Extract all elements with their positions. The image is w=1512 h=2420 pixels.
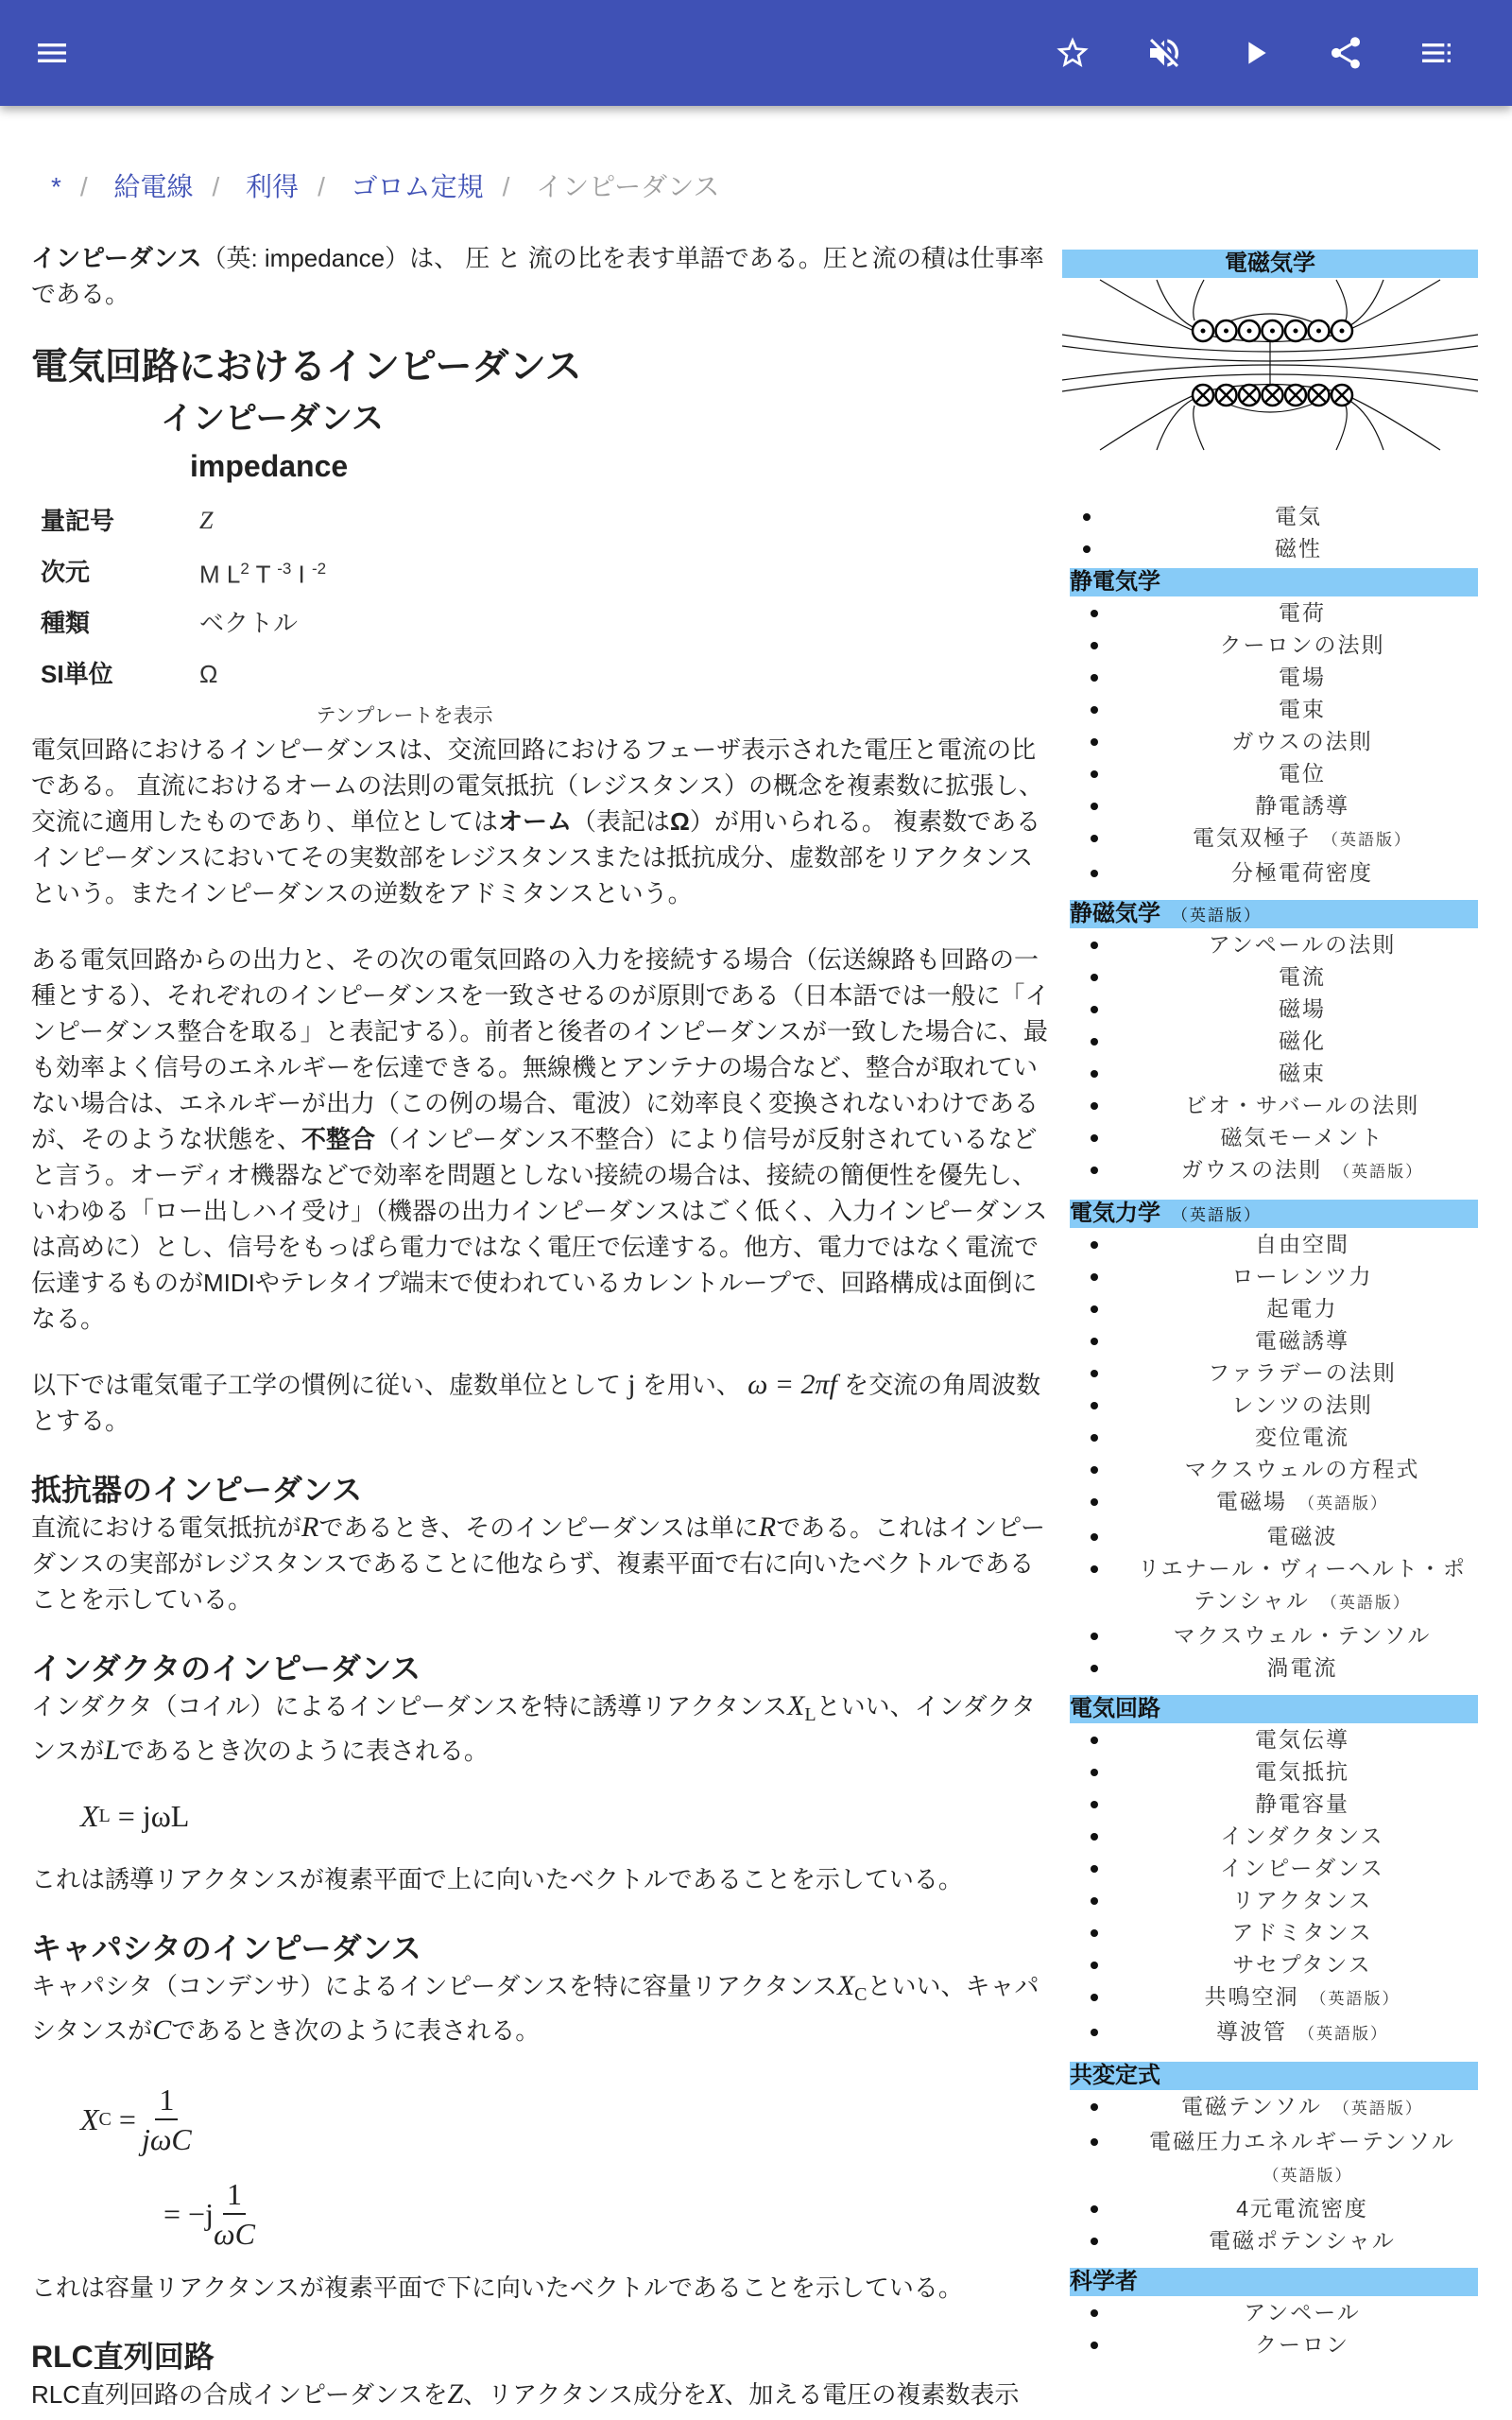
table-row (31, 546, 326, 597)
math: X (787, 1690, 805, 1721)
navbox-item[interactable] (1070, 1755, 1478, 1788)
row-label: SI単位 (41, 660, 113, 688)
math: Z (447, 2378, 464, 2411)
dim-exp: -3 (277, 560, 292, 579)
paragraph (31, 2377, 1057, 2412)
math: C (854, 1984, 868, 2006)
math: X (836, 1970, 855, 2002)
navbox-item[interactable] (1070, 1453, 1478, 1485)
dim-part: T (249, 560, 278, 589)
numerator: 1 (155, 2081, 178, 2120)
breadcrumb-home[interactable]: * (51, 172, 61, 201)
navbox-link[interactable]: 磁化 (1279, 1028, 1326, 1053)
navbox-link[interactable]: 電場 (1279, 665, 1326, 689)
navbox-list (1070, 2296, 1478, 2360)
navbox-item[interactable] (1070, 1980, 1478, 2015)
dim-exp: 2 (240, 560, 249, 579)
dot-mark (1270, 329, 1275, 334)
navbox-item[interactable] (1070, 596, 1478, 629)
navbox-link[interactable]: アンペールの法則 (1208, 932, 1397, 957)
navbox-link[interactable]: マクスウェルの方程式 (1184, 1457, 1420, 1481)
english-version-link[interactable]: （英語版） (1322, 831, 1412, 849)
math: R (301, 1512, 319, 1543)
navbox-link[interactable]: 電磁圧力エネルギーテンソル (1149, 2129, 1455, 2153)
row-label: 次元 (41, 558, 91, 586)
navbox-item[interactable] (1070, 725, 1478, 757)
text: といい、インダクタンスが (31, 1692, 1037, 1766)
formula (80, 2081, 1057, 2158)
dot-mark (1340, 329, 1345, 334)
show-template-link[interactable]: テンプレートを表示 (316, 705, 493, 727)
navbox-item[interactable] (1070, 661, 1478, 693)
navbox-link[interactable]: アンペール (1244, 2300, 1361, 2325)
math: j (627, 1369, 636, 1400)
text: であるとき、そのインピーダンスは単に (318, 1513, 759, 1542)
solenoid-field-diagram (1062, 278, 1478, 453)
text: RLC直列回路の合成インピーダンスを (31, 2380, 448, 2410)
navbox-item[interactable] (1070, 2296, 1478, 2328)
navbox-link[interactable]: ビオ・サバールの法則 (1184, 1093, 1420, 1117)
numerator: 1 (223, 2175, 246, 2215)
breadcrumb-separator: / (318, 172, 325, 201)
text: ある電気回路からの出力と、その次の電気回路の入力を接続する場合（伝送線路も回路の一種とする）、それぞれのインピーダンスを一致させるのが原則である（日本語では一般に「インピーダンス整合を取る」と表記する）。前者と後者のインピーダンスが一致した場合に、最も効率よく信号のエネルギーを伝達できる。無線機とアンテナの場合など、整合が取れていない場合は、エネルギーが出力（この例の場合、電波）に効率良く変換されないわけであるが、そのような状態を、 (31, 945, 1050, 1153)
navbox-item[interactable] (1070, 960, 1478, 993)
navbox-link[interactable]: 導波管 (1216, 2019, 1287, 2044)
term-bold: インピーダンス (31, 244, 202, 272)
paragraph (31, 1968, 1057, 2048)
section-title: 静磁気学 (1070, 901, 1160, 926)
math: ω = 2πf (747, 1369, 837, 1400)
navbox-title: 電磁気学 (1062, 250, 1478, 278)
breadcrumb-separator: / (502, 172, 510, 201)
navbox-link[interactable]: ガウスの法則 (1180, 1157, 1323, 1182)
navbox-link[interactable]: 電気伝導 (1255, 1727, 1349, 1752)
navbox-item[interactable] (1062, 532, 1478, 564)
navbox-link[interactable]: 電磁波 (1266, 1524, 1338, 1548)
navbox-link[interactable]: 電流 (1279, 964, 1326, 989)
dot-mark (1294, 329, 1298, 334)
section-title: 科学者 (1070, 2269, 1138, 2294)
text: キャパシタ（コンデンサ）によるインピーダンスを特に容量リアクタンス (31, 1972, 837, 2001)
play-icon[interactable] (1232, 30, 1278, 76)
navbox-item[interactable] (1070, 1619, 1478, 1651)
navbox-link[interactable]: マクスウェル・テンソル (1173, 1623, 1432, 1648)
subsection-heading: RLC直列回路 (31, 2340, 215, 2375)
navbox-section-title (1070, 1200, 1478, 1228)
navbox-item[interactable] (1070, 629, 1478, 661)
navbox-item[interactable] (1070, 928, 1478, 960)
navbox-item[interactable] (1070, 1485, 1478, 1520)
navbox-link[interactable]: サセプタンス (1232, 1952, 1372, 1977)
navbox-item[interactable] (1070, 1089, 1478, 1121)
breadcrumb-link[interactable]: ゴロム定規 (351, 172, 484, 201)
navbox-item[interactable] (1070, 1292, 1478, 1324)
text: であるとき次のように表される。 (119, 1737, 489, 1766)
navbox-link[interactable]: 電位 (1279, 761, 1326, 786)
menu-icon[interactable] (29, 30, 75, 76)
math: = (118, 2102, 136, 2137)
navbox-electromagnetism (1062, 250, 1478, 2360)
navbox-link[interactable]: リエナール・ヴィーヘルト・ポテンシャル (1138, 1556, 1467, 1613)
english-version-link[interactable]: （英語版） (1172, 1206, 1262, 1224)
navbox-link[interactable]: 電磁テンソル (1181, 2094, 1322, 2118)
navbox-item[interactable] (1070, 1651, 1478, 1684)
navbox-item[interactable] (1070, 993, 1478, 1025)
navbox-link[interactable]: クーロン (1255, 2332, 1349, 2357)
navbox-link[interactable]: リアクタンス (1231, 1888, 1373, 1912)
section-title: 静電気学 (1070, 569, 1160, 595)
fraction (142, 2081, 192, 2158)
paragraph: これは容量リアクタンスが複素平面で下に向いたベクトルであることを示している。 (31, 2273, 963, 2303)
english-version-link[interactable]: （英語版） (1172, 907, 1262, 925)
row-label: 量記号 (41, 507, 115, 535)
navbox-section (1066, 568, 1478, 889)
text: 以下では電気電子工学の慣例に従い、虚数単位として (31, 1371, 622, 1399)
navbox-item[interactable] (1070, 1357, 1478, 1389)
infobox-subtitle: impedance (190, 449, 349, 483)
math: L (804, 1704, 816, 1726)
navbox-link[interactable]: インピーダンス (1220, 1856, 1384, 1880)
subsection-heading: 抵抗器のインピーダンス (31, 1473, 363, 1507)
navbox-section-title (1070, 568, 1478, 596)
section-title: 共変定式 (1070, 2063, 1160, 2088)
navbox-item[interactable] (1062, 500, 1478, 532)
breadcrumb-separator: / (79, 172, 88, 201)
math: R (758, 1512, 777, 1543)
table-row (31, 597, 326, 648)
section-title: 電気回路 (1070, 1696, 1160, 1721)
intro-paragraph (31, 240, 1057, 312)
navbox-item[interactable] (1070, 2192, 1478, 2224)
app-bar (0, 0, 1512, 106)
navbox-section (1066, 2062, 1478, 2256)
breadcrumb-current: インピーダンス (536, 172, 720, 201)
navbox-list (1070, 1228, 1478, 1684)
list-icon[interactable] (1414, 30, 1459, 76)
navbox-item[interactable] (1070, 1884, 1478, 1916)
navbox-section (1066, 900, 1478, 1188)
paragraph: これは誘導リアクタンスが複素平面で上に向いたベクトルであることを示している。 (31, 1865, 963, 1894)
paragraph (31, 1688, 1057, 1769)
formula (80, 1797, 1057, 1835)
paragraph (31, 1510, 1057, 1617)
navbox-item[interactable] (1070, 1025, 1478, 1057)
navbox-link[interactable]: 静電容量 (1255, 1791, 1349, 1816)
navbox-item[interactable] (1070, 1228, 1478, 1260)
english-version-link[interactable]: （英語版） (1333, 1163, 1424, 1181)
dot-mark (1201, 329, 1206, 334)
dot-mark (1316, 329, 1321, 334)
english-version-link[interactable]: （英語版） (1310, 1990, 1400, 2008)
bold-text: オーム (498, 807, 573, 836)
dim-part: M L (199, 560, 241, 589)
navbox-item[interactable] (1070, 1852, 1478, 1884)
navbox-item[interactable] (1070, 789, 1478, 821)
navbox-section-title (1070, 1695, 1478, 1723)
navbox-item[interactable] (1070, 1389, 1478, 1421)
formula (163, 2175, 1057, 2253)
navbox-item[interactable] (1070, 1552, 1478, 1619)
math: C (98, 2109, 112, 2131)
text: 電気回路におけるインピーダンスは、交流回路におけるフェーザ表示された電圧と電流の比である。 直流におけるオームの法則の電気抵抗（レジスタンス）の概念を複素数に拡張し、交流に適用したものであり、単位としては (31, 735, 1044, 836)
dim-part: I (291, 560, 312, 589)
navbox-item[interactable] (1070, 1153, 1478, 1188)
english-version-link[interactable]: （英語版） (1332, 2100, 1423, 2118)
navbox-link[interactable]: ローレンツ力 (1231, 1264, 1373, 1288)
navbox-link[interactable]: 自由空間 (1255, 1232, 1349, 1256)
subsection-heading: インダクタのインピーダンス (31, 1651, 421, 1685)
navbox-link[interactable]: ファラデーの法則 (1208, 1360, 1397, 1385)
text: 、加える電圧の複素数表示 (724, 2380, 1020, 2410)
navbox-item[interactable] (1070, 1121, 1478, 1153)
navbox-link[interactable]: 磁場 (1279, 996, 1326, 1021)
navbox-link[interactable]: 電磁誘導 (1255, 1328, 1349, 1353)
english-version-link[interactable]: （英語版） (1298, 2025, 1388, 2043)
text: ）が用いられる。 複素数であるインピーダンスにおいてその実数部をレジスタンスまたは抵抗成分、虚数部をリアクタンスという。またインピーダンスの逆数をアドミタンスという。 (31, 807, 1041, 908)
navbox-item[interactable] (1070, 1324, 1478, 1357)
share-icon[interactable] (1323, 30, 1368, 76)
navbox-item[interactable] (1070, 1421, 1478, 1453)
infobox-table (31, 495, 326, 700)
navbox-link[interactable]: 起電力 (1266, 1296, 1338, 1321)
navbox-link[interactable]: 電気 (1275, 504, 1322, 528)
navbox-item[interactable] (1070, 1723, 1478, 1755)
math: X (80, 1799, 99, 1834)
navbox-item[interactable] (1070, 821, 1478, 856)
fraction (214, 2175, 255, 2253)
math: L (104, 1735, 120, 1767)
navbox-item[interactable] (1070, 1057, 1478, 1089)
navbox-item[interactable] (1070, 1916, 1478, 1948)
text: （インピーダンス不整合）により信号が反射されているなどと言う。オーディオ機器などで効率を問題としない接続の場合は、接続の簡便性を優先し、いわゆる「ロー出しハイ受け」（機器の出力インピーダンスはごく低く、入力インピーダンスは高めに）とし、信号をもっぱら電力ではなく電圧で伝達する。他方、電力ではなく電流で伝達するものがMIDIやテレタイプ端末で使われているカレントループで、回路構成は面倒になる。 (31, 1125, 1048, 1333)
breadcrumb-link[interactable]: 給電線 (113, 172, 194, 201)
navbox-item[interactable] (1070, 1520, 1478, 1552)
navbox-list (1070, 2090, 1478, 2256)
star-icon[interactable] (1050, 30, 1095, 76)
navbox-list (1070, 928, 1478, 1188)
navbox-link[interactable]: 電束 (1279, 697, 1326, 721)
math: C (152, 2014, 172, 2047)
navbox-item[interactable] (1070, 693, 1478, 725)
navbox-section-title (1070, 2062, 1478, 2090)
math: X (80, 2102, 99, 2137)
section-heading: 電気回路におけるインピーダンス (31, 347, 582, 388)
navbox-link[interactable]: 磁性 (1275, 536, 1322, 561)
math: = jωL (117, 1799, 190, 1834)
breadcrumb (51, 166, 720, 204)
navbox-section-title (1070, 2268, 1478, 2296)
row-value: Ω (199, 660, 218, 688)
text: 直流における電気抵抗が (31, 1513, 302, 1542)
navbox-item[interactable] (1070, 2090, 1478, 2125)
intro-text: （英: impedance）は、 圧 と 流の比を表す単語である。圧と流の積は仕事率である。 (31, 244, 1044, 308)
text: を用い、 (642, 1371, 741, 1399)
paragraph (31, 1367, 1057, 1439)
dot-mark (1224, 329, 1228, 334)
navbox-item[interactable] (1070, 2125, 1478, 2192)
navbox-section (1066, 1695, 1478, 2050)
navbox-link[interactable]: インダクタンス (1220, 1824, 1384, 1848)
section-title: 電気力学 (1070, 1201, 1160, 1226)
navbox-list (1070, 1723, 1478, 2050)
navbox-link[interactable]: 電気抵抗 (1255, 1759, 1349, 1784)
navbox-item[interactable] (1070, 1948, 1478, 1980)
navbox-section (1066, 1200, 1478, 1684)
navbox-item[interactable] (1070, 2328, 1478, 2360)
text: （表記は (572, 807, 671, 836)
navbox-item[interactable] (1070, 1820, 1478, 1852)
denominator: ωC (213, 2217, 255, 2252)
navbox-section (1066, 2268, 1478, 2360)
navbox-link[interactable]: 電気双極子 (1193, 825, 1311, 850)
article-body (31, 240, 1057, 2412)
denominator: jωC (141, 2122, 192, 2157)
navbox-link[interactable]: 電荷 (1279, 600, 1326, 625)
text: を交流の角周波数とする。 (31, 1371, 1041, 1435)
navbox-link[interactable]: アドミタンス (1231, 1920, 1373, 1945)
navbox-link[interactable]: 電磁場 (1216, 1489, 1287, 1513)
english-version-link[interactable]: （英語版） (1298, 1495, 1388, 1512)
breadcrumb-separator: / (212, 172, 220, 201)
navbox-link[interactable]: ガウスの法則 (1231, 729, 1373, 753)
dim-exp: -2 (312, 560, 327, 579)
text: インダクタ（コイル）によるインピーダンスを特に誘導リアクタンス (31, 1692, 788, 1720)
text: といい、キャパシタンスが (31, 1972, 1040, 2046)
text: である。これはインピーダンスの実部がレジスタンスであることに他ならず、複素平面で右に向いたベクトルであることを示している。 (31, 1513, 1046, 1614)
navbox-link[interactable]: レンツの法則 (1231, 1392, 1373, 1417)
navbox-section-title (1070, 900, 1478, 928)
navbox-list (1070, 596, 1478, 889)
navbox-link[interactable]: 渦電流 (1266, 1655, 1338, 1680)
navbox-link[interactable]: 磁気モーメント (1220, 1125, 1384, 1150)
english-version-link[interactable]: （英語版） (1263, 2167, 1353, 2185)
navbox-link[interactable]: 4元電流密度 (1236, 2196, 1368, 2221)
navbox-item[interactable] (1070, 2224, 1478, 2256)
navbox-link[interactable]: クーロンの法則 (1219, 632, 1385, 657)
breadcrumb-link[interactable]: 利得 (246, 172, 300, 201)
subsection-heading: キャパシタのインピーダンス (31, 1931, 421, 1966)
text: 、リアクタンス成分を (463, 2380, 708, 2410)
math: L (98, 1806, 111, 1827)
navbox-item[interactable] (1070, 856, 1478, 889)
table-row (31, 648, 326, 700)
navbox-link[interactable]: 磁束 (1279, 1061, 1326, 1085)
row-value: Z (199, 507, 214, 534)
navbox-list (1062, 500, 1478, 564)
mute-icon[interactable] (1142, 30, 1187, 76)
dot-mark (1247, 329, 1252, 334)
english-version-link[interactable]: （英語版） (1320, 1594, 1411, 1612)
row-value: ベクトル (199, 609, 299, 637)
navbox-item[interactable] (1070, 757, 1478, 789)
row-label: 種類 (41, 609, 91, 637)
navbox-link[interactable]: 電磁ポテンシャル (1209, 2228, 1396, 2253)
navbox-link[interactable]: 分極電荷密度 (1231, 860, 1373, 885)
navbox-item[interactable] (1070, 1788, 1478, 1820)
text: であるとき次のように表される。 (171, 2016, 541, 2046)
paragraph (31, 732, 1057, 911)
navbox-link[interactable]: 共鳴空洞 (1204, 1984, 1299, 2009)
infobox-title: インピーダンス (161, 401, 384, 437)
navbox-link[interactable]: 変位電流 (1255, 1425, 1349, 1449)
math: X (707, 2378, 725, 2411)
table-row (31, 495, 326, 546)
math: = −j (163, 2197, 214, 2232)
row-value (199, 546, 326, 597)
navbox-item[interactable] (1070, 1260, 1478, 1292)
bold-text: 不整合 (301, 1125, 376, 1153)
navbox-item[interactable] (1070, 2015, 1478, 2050)
bold-text: Ω (670, 807, 690, 836)
navbox-link[interactable]: 静電誘導 (1255, 793, 1349, 818)
paragraph (31, 942, 1057, 1337)
